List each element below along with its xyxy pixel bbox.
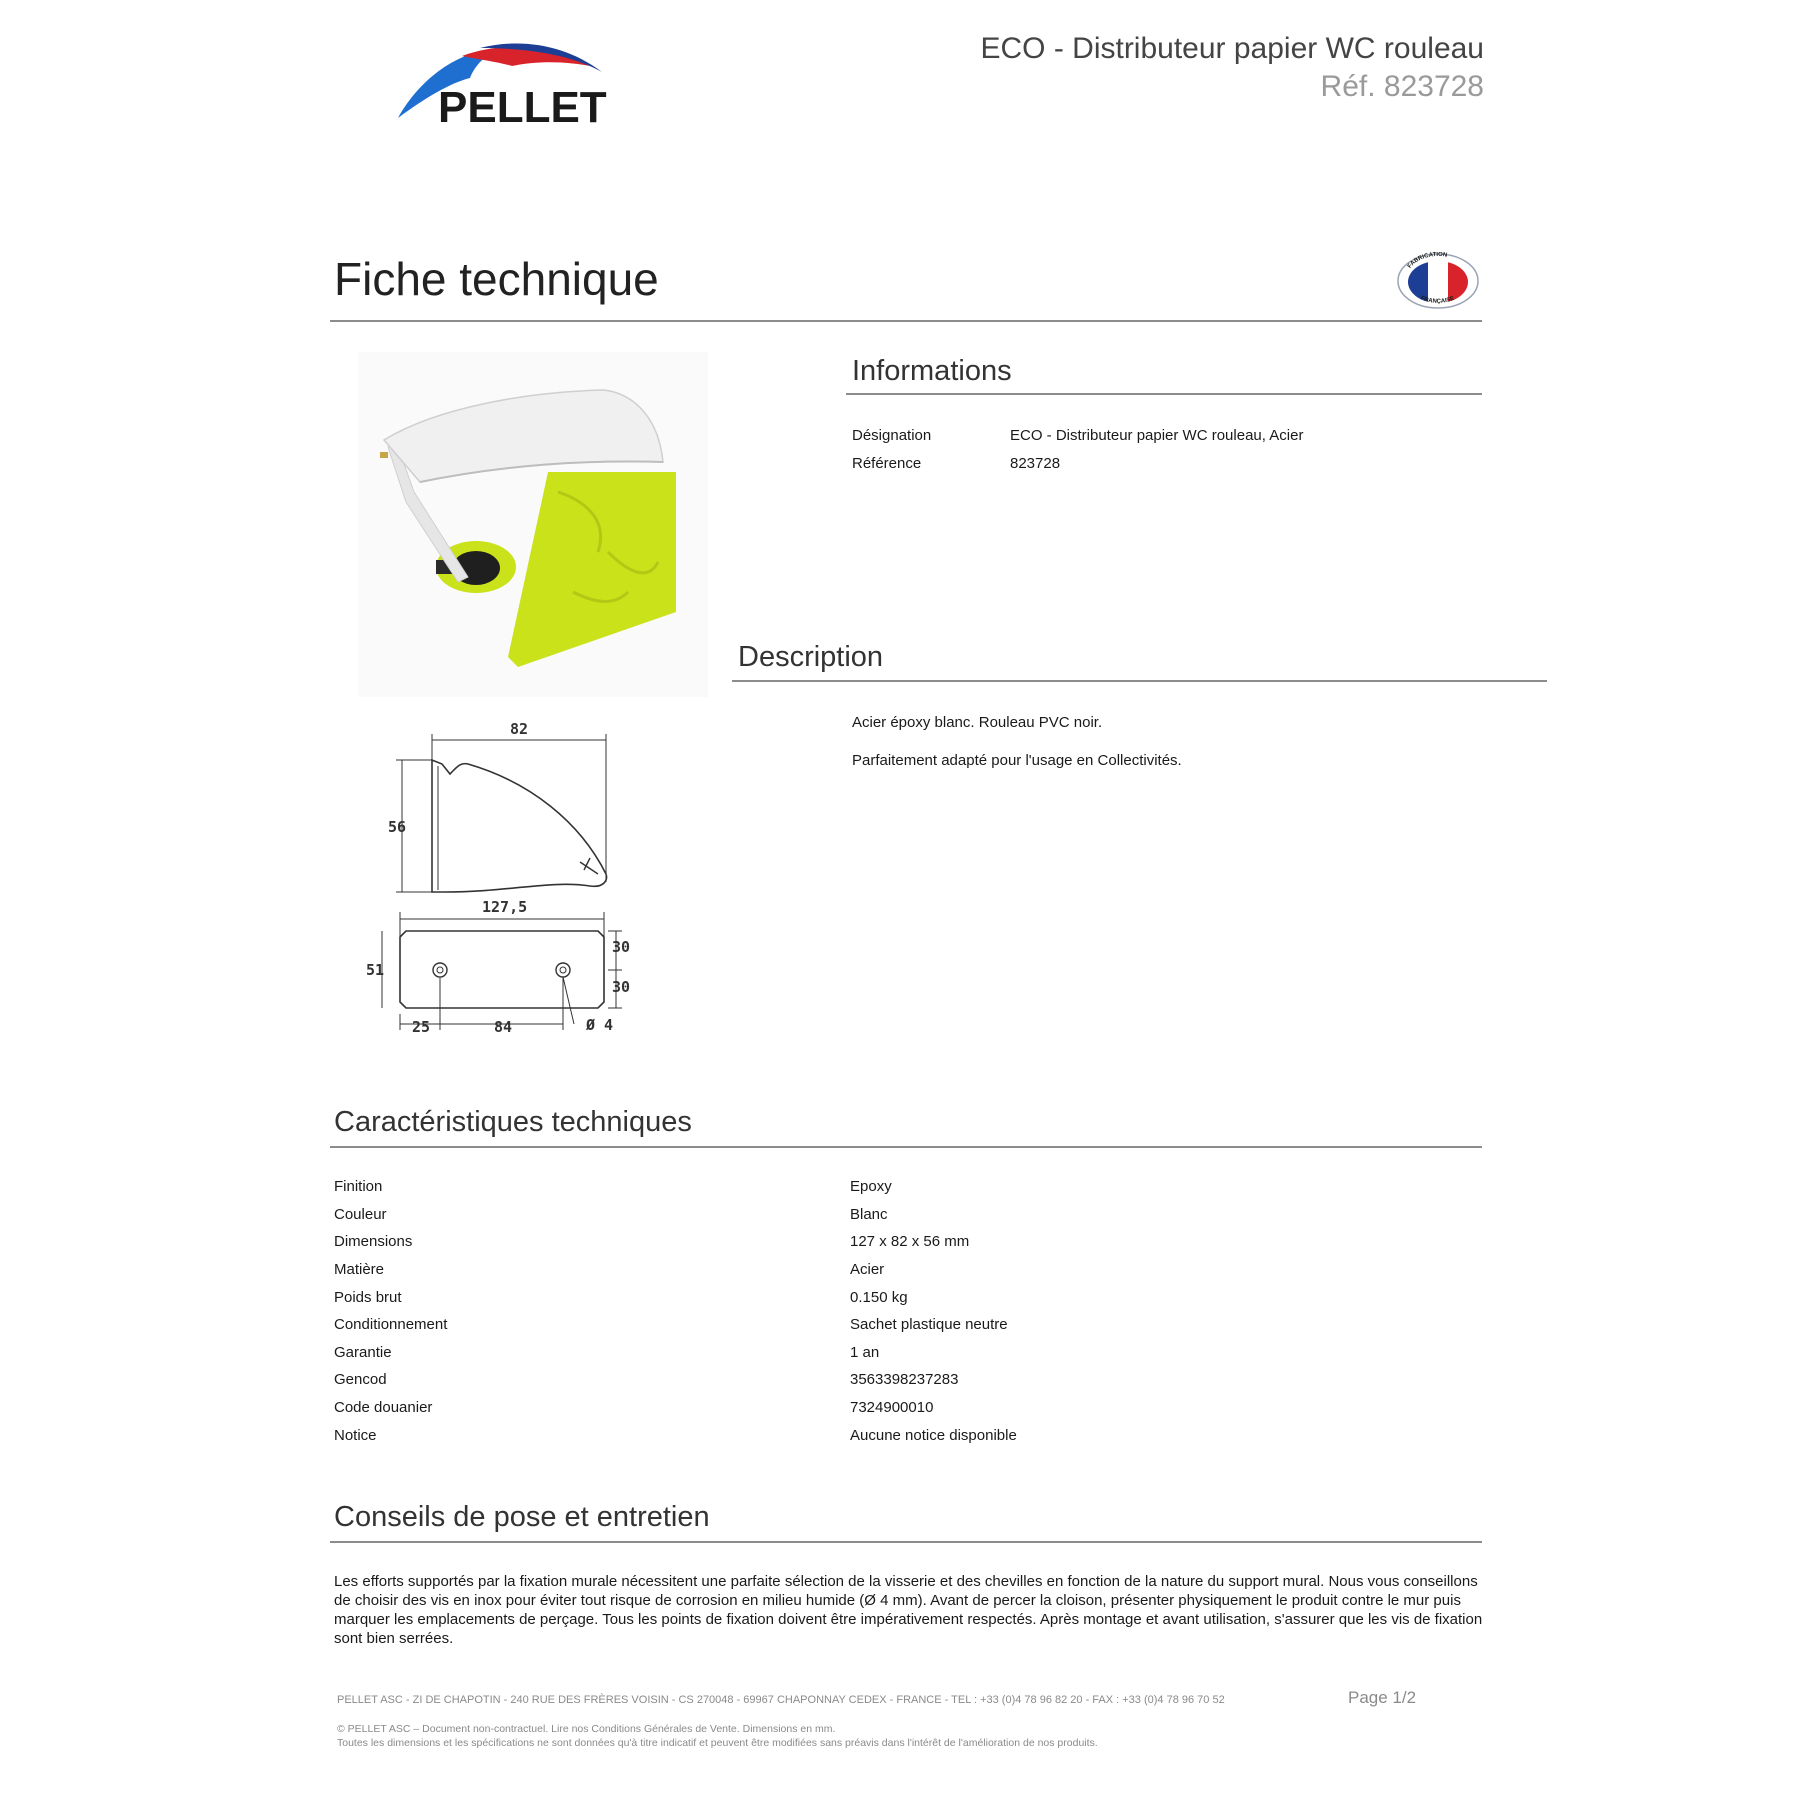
- spec-label: Dimensions: [334, 1233, 413, 1251]
- spec-value: Sachet plastique neutre: [850, 1316, 1008, 1334]
- footer-disclaimer: Toutes les dimensions et les spécifications ne sont données qu'à titre indicatif et peuvent être modifiées sans préavis dans l'intérêt de l'amélioration de nos produits.: [337, 1737, 1098, 1749]
- table-row: [334, 1421, 1474, 1449]
- spec-label: Couleur: [334, 1205, 387, 1223]
- description-title: Description: [738, 641, 884, 673]
- page-number: Page 1/2: [1348, 1688, 1417, 1707]
- table-row: [334, 1339, 1474, 1367]
- spec-value: 7324900010: [850, 1399, 934, 1417]
- made-in-france-badge: [1396, 252, 1480, 310]
- info-value: 823728: [1010, 455, 1061, 472]
- info-value: ECO - Distributeur papier WC rouleau, Acier: [1010, 427, 1304, 444]
- product-title: ECO - Distributeur papier WC rouleau: [980, 32, 1484, 65]
- advice-divider: [330, 1541, 1482, 1543]
- spec-value: Acier: [850, 1261, 885, 1279]
- spec-value: 127 x 82 x 56 mm: [850, 1233, 970, 1251]
- technical-drawing: [360, 712, 640, 1042]
- footer-legal: [337, 1722, 1098, 1750]
- brand-wordmark: PELLET: [438, 83, 607, 128]
- dim-label-hole: Ø 4: [586, 1016, 614, 1034]
- table-row: [334, 1311, 1474, 1339]
- description-line: Parfaitement adapté pour l'usage en Collectivités.: [852, 752, 1182, 769]
- spec-value: Aucune notice disponible: [850, 1426, 1017, 1444]
- advice-text: Les efforts supportés par la fixation murale nécessitent une parfaite sélection de la visserie et des chevilles en fonction de la nature du support mural. Nous vous conseillons de choisir des vis en inox pour éviter tout risque de corrosion en milieu humide (Ø 4 mm). Avant de percer la cloison, présenter physiquement le produit contre le mur puis marquer les emplacements de perçage. Tous les points de fixation doivent être impérativement respectés. Après montage et avant utilisation, s'assurer que les vis de fixation sont bien serrées.: [334, 1573, 1483, 1647]
- spec-value: 3563398237283: [850, 1371, 959, 1389]
- spec-label: Matière: [334, 1261, 385, 1279]
- page-title: Fiche technique: [334, 253, 659, 305]
- dim-label-51: 51: [366, 961, 385, 979]
- spec-label: Code douanier: [334, 1399, 433, 1417]
- badge-text-top: FABRICATION: [1406, 252, 1448, 270]
- info-label: Référence: [852, 455, 922, 472]
- product-photo: [358, 352, 708, 697]
- dim-label-84: 84: [494, 1018, 513, 1036]
- spec-value: Blanc: [850, 1205, 888, 1223]
- footer-copyright: © PELLET ASC – Document non-contractuel. Lire nos Conditions Générales de Vente. Dimensions en mm.: [337, 1723, 836, 1735]
- table-row: [334, 1173, 1474, 1201]
- spec-label: Conditionnement: [334, 1316, 448, 1334]
- product-reference: Réf. 823728: [1320, 70, 1484, 103]
- dim-label-30b: 30: [612, 978, 631, 996]
- advice-title: Conseils de pose et entretien: [334, 1501, 710, 1533]
- fixing-hole-right: [556, 963, 570, 977]
- spec-label: Garantie: [334, 1343, 392, 1361]
- table-row: [334, 1256, 1474, 1284]
- badge-text-bottom: FRANÇAISE: [1419, 295, 1456, 305]
- spec-label: Notice: [334, 1426, 377, 1444]
- table-row: [334, 1228, 1474, 1256]
- description-line: Acier époxy blanc. Rouleau PVC noir.: [852, 714, 1103, 731]
- dim-label-127: 127,5: [482, 898, 528, 916]
- dim-label-56: 56: [388, 818, 407, 836]
- specs-title: Caractéristiques techniques: [334, 1106, 692, 1138]
- spec-value: Epoxy: [850, 1178, 892, 1196]
- table-row: [334, 1283, 1474, 1311]
- description-divider: [732, 680, 1547, 682]
- spec-label: Poids brut: [334, 1288, 402, 1306]
- spec-value: 1 an: [850, 1343, 880, 1361]
- pellet-logo: [390, 38, 640, 128]
- table-row: [334, 1201, 1474, 1229]
- specs-table: [334, 1173, 1474, 1449]
- spec-value: 0.150 kg: [850, 1288, 908, 1306]
- spec-label: Finition: [334, 1178, 383, 1196]
- info-label: Désignation: [852, 427, 932, 444]
- title-divider: [330, 320, 1482, 322]
- fixing-hole-left: [433, 963, 447, 977]
- footer-address: PELLET ASC - ZI DE CHAPOTIN - 240 RUE DES FRÈRES VOISIN - CS 270048 - 69967 CHAPONNAY CEDEX - FRANCE - TEL : +33 (0)4 78 96 82 20 - FAX : +33 (0)4 78 96 70 52: [337, 1694, 1225, 1706]
- table-row: [334, 1394, 1474, 1422]
- informations-title: Informations: [852, 355, 1012, 387]
- informations-divider: [846, 393, 1482, 395]
- specs-divider: [330, 1146, 1482, 1148]
- spec-label: Gencod: [334, 1371, 387, 1389]
- dim-label-82: 82: [510, 720, 529, 738]
- table-row: [334, 1366, 1474, 1394]
- dim-label-30a: 30: [612, 938, 631, 956]
- dim-label-25: 25: [412, 1018, 431, 1036]
